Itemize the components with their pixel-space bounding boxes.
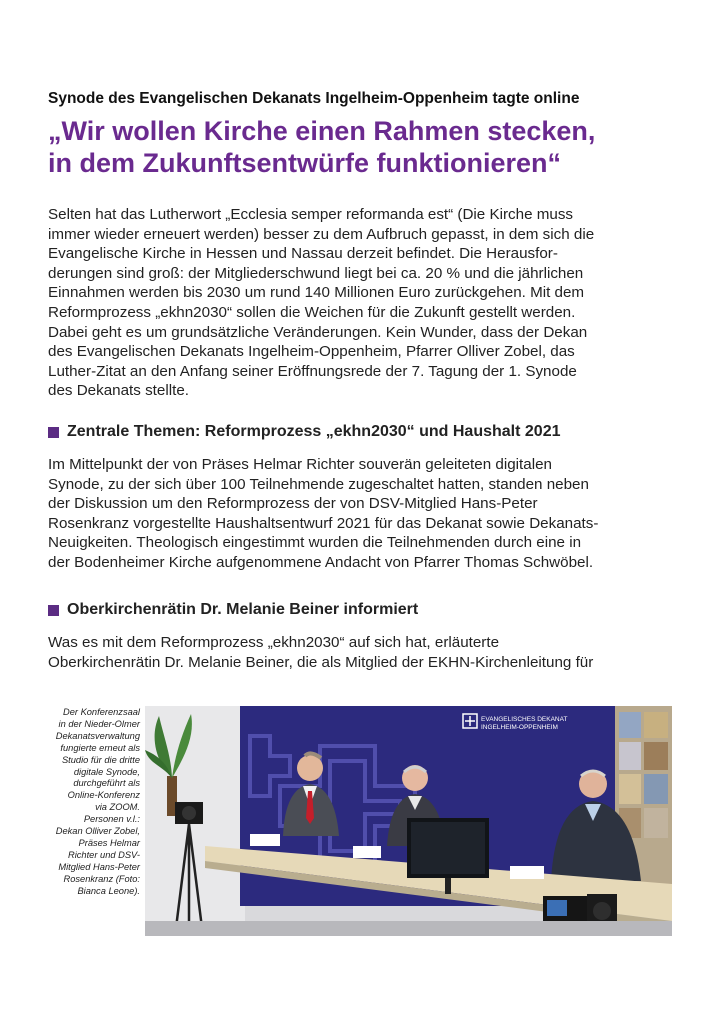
banner-line: EVANGELISCHES DEKANAT — [481, 716, 568, 723]
banner-line: INGELHEIM-OPPENHEIM — [481, 724, 558, 731]
text-line: Was es mit dem Reformprozess „ekhn2030“ auf sich hat, erläuterte — [48, 634, 500, 651]
caption-line: Dekanatsverwaltung — [55, 730, 140, 741]
headline-line: in dem Zukunftsentwürfe funktionieren“ — [48, 148, 562, 178]
caption-line: Studio für die dritte — [61, 754, 140, 765]
text-line: Einnahmen werden bis 2030 um rund 140 Millionen Euro zurückgehen. Mit dem — [48, 284, 585, 302]
section-heading — [48, 423, 688, 441]
section-heading-text: Zentrale Themen: Reformprozess „ekhn2030“ und Haushalt 2021 — [67, 423, 561, 440]
caption-line: durchgeführt als — [73, 778, 140, 789]
caption-line: digitale Synode, — [73, 766, 140, 777]
caption-line: fungierte erneut als — [60, 742, 140, 753]
text-line: Reformprozess „ekhn2030“ sollen die Weichen für die Zukunft gestellt werden. — [48, 303, 576, 321]
caption-line: in der Nieder-Olmer — [58, 718, 140, 729]
headline-line: „Wir wollen Kirche einen Rahmen stecken, — [48, 116, 596, 146]
text-line: derungen sind groß: der Mitgliederschwund liegt bei ca. 20 % und die jährlichen — [48, 264, 584, 282]
text-line: Evangelische Kirche in Hessen und Nassau derzeit befindet. Die Herausfor- — [48, 245, 558, 263]
text-line: Rosenkranz vorgestellte Haushaltsentwurf 2021 für das Dekanat sowie Dekanats- — [48, 514, 599, 532]
article-kicker: Synode des Evangelischen Dekanats Ingelheim-Oppenheim tagte online — [48, 90, 580, 107]
section1-paragraph — [48, 455, 678, 573]
square-bullet-icon — [48, 605, 59, 616]
square-bullet-icon — [48, 427, 59, 438]
article-headline — [48, 115, 688, 179]
caption-line: Mitglied Hans-Peter — [58, 861, 140, 872]
section-heading-text: Oberkirchenrätin Dr. Melanie Beiner informiert — [67, 601, 419, 618]
text-line: Oberkirchenrätin Dr. Melanie Beiner, die als Mitglied der EKHN-Kirchenleitung für — [48, 653, 594, 671]
text-line: des Dekanats stellte. — [48, 382, 189, 400]
caption-line: Dekan Olliver Zobel, — [55, 826, 140, 837]
section-heading — [48, 601, 688, 619]
caption-line: Richter und DSV- — [68, 849, 140, 860]
caption-line: Bianca Leone). — [77, 885, 140, 896]
text-line: Neuigkeiten. Theologisch eingestimmt wurden die Teilnehmenden durch eine in — [48, 534, 582, 552]
caption-line: Online-Konferenz — [67, 790, 140, 801]
text-line: Synode, zu der sich über 100 Teilnehmende zugeschaltet hatten, standen neben — [48, 475, 589, 493]
caption-line: Rosenkranz (Foto: — [63, 873, 140, 884]
caption-line: via ZOOM. — [95, 802, 140, 813]
text-line: immer wieder erneuert werden) besser zu dem Aufbruch gepasst, in dem sich die — [48, 225, 595, 243]
intro-paragraph — [48, 205, 678, 401]
text-line: der Diskussion um den Reformprozess der von DSV-Mitglied Hans-Peter — [48, 495, 538, 513]
caption-line: Präses Helmar — [78, 837, 140, 848]
text-line: des Evangelischen Dekanats Ingelheim-Oppenheim, Pfarrer Olliver Zobel, das — [48, 343, 575, 361]
text-line: Im Mittelpunkt der von Präses Helmar Richter souverän geleiteten digitalen — [48, 456, 552, 473]
text-line: Luther-Zitat an den Anfang seiner Eröffnungsrede der 7. Tagung der 1. Synode — [48, 362, 577, 380]
photo-caption — [40, 707, 140, 898]
caption-line: Personen v.l.: — [83, 814, 140, 825]
text-line: Dabei geht es um grundsätzliche Veränderungen. Kein Wunder, dass der Dekan — [48, 323, 588, 341]
text-line: der Bodenheimer Kirche aufgenommene Andacht von Pfarrer Thomas Schwöbel. — [48, 553, 594, 571]
conference-photo — [145, 706, 672, 936]
section2-paragraph — [48, 633, 678, 672]
caption-line: Der Konferenzsaal — [63, 707, 140, 717]
text-line: Selten hat das Lutherwort „Ecclesia semper reformanda est“ (Die Kirche muss — [48, 206, 574, 223]
